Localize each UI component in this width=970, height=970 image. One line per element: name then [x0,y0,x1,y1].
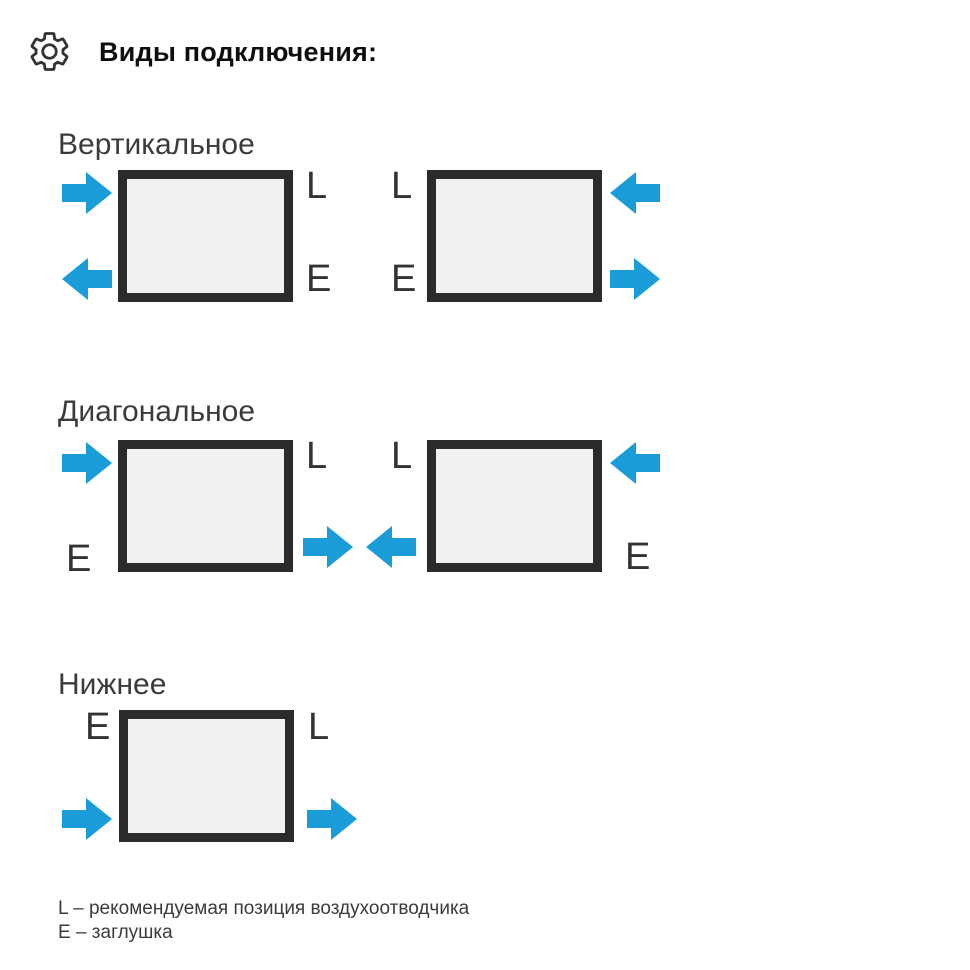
port-label-air-vent: L [306,165,328,207]
section-title: Нижнее [58,668,167,701]
port-label-plug: E [85,706,111,748]
outlet-arrow-left-icon [62,258,112,300]
port-label-air-vent: L [391,435,413,477]
radiator-body [118,170,293,302]
page-title: Виды подключения: [99,37,378,67]
radiator-body [427,170,602,302]
outlet-arrow-right-icon [610,258,660,300]
inlet-arrow-left-icon [610,172,660,214]
radiator-body [427,440,602,572]
port-label-plug: E [625,536,651,578]
port-label-air-vent: L [306,435,328,477]
outlet-arrow-left-icon [366,526,416,568]
legend-line-plug: E – заглушка [58,922,173,943]
port-label-air-vent: L [391,165,413,207]
inlet-arrow-right-icon [62,172,112,214]
outlet-arrow-right-icon [307,798,357,840]
legend-line-air-vent: L – рекомендуемая позиция воздухоотводчика [58,898,470,919]
port-label-plug: E [391,258,417,300]
inlet-arrow-right-icon [62,798,112,840]
port-label-air-vent: L [308,706,330,748]
port-label-plug: E [66,538,92,580]
section-title: Диагональное [58,395,256,428]
radiator-body [118,440,293,572]
gear-icon [27,29,72,74]
radiator-body [119,710,294,842]
inlet-arrow-right-icon [62,442,112,484]
port-label-plug: E [306,258,332,300]
section-title: Вертикальное [58,128,255,161]
inlet-arrow-left-icon [610,442,660,484]
outlet-arrow-right-icon [303,526,353,568]
